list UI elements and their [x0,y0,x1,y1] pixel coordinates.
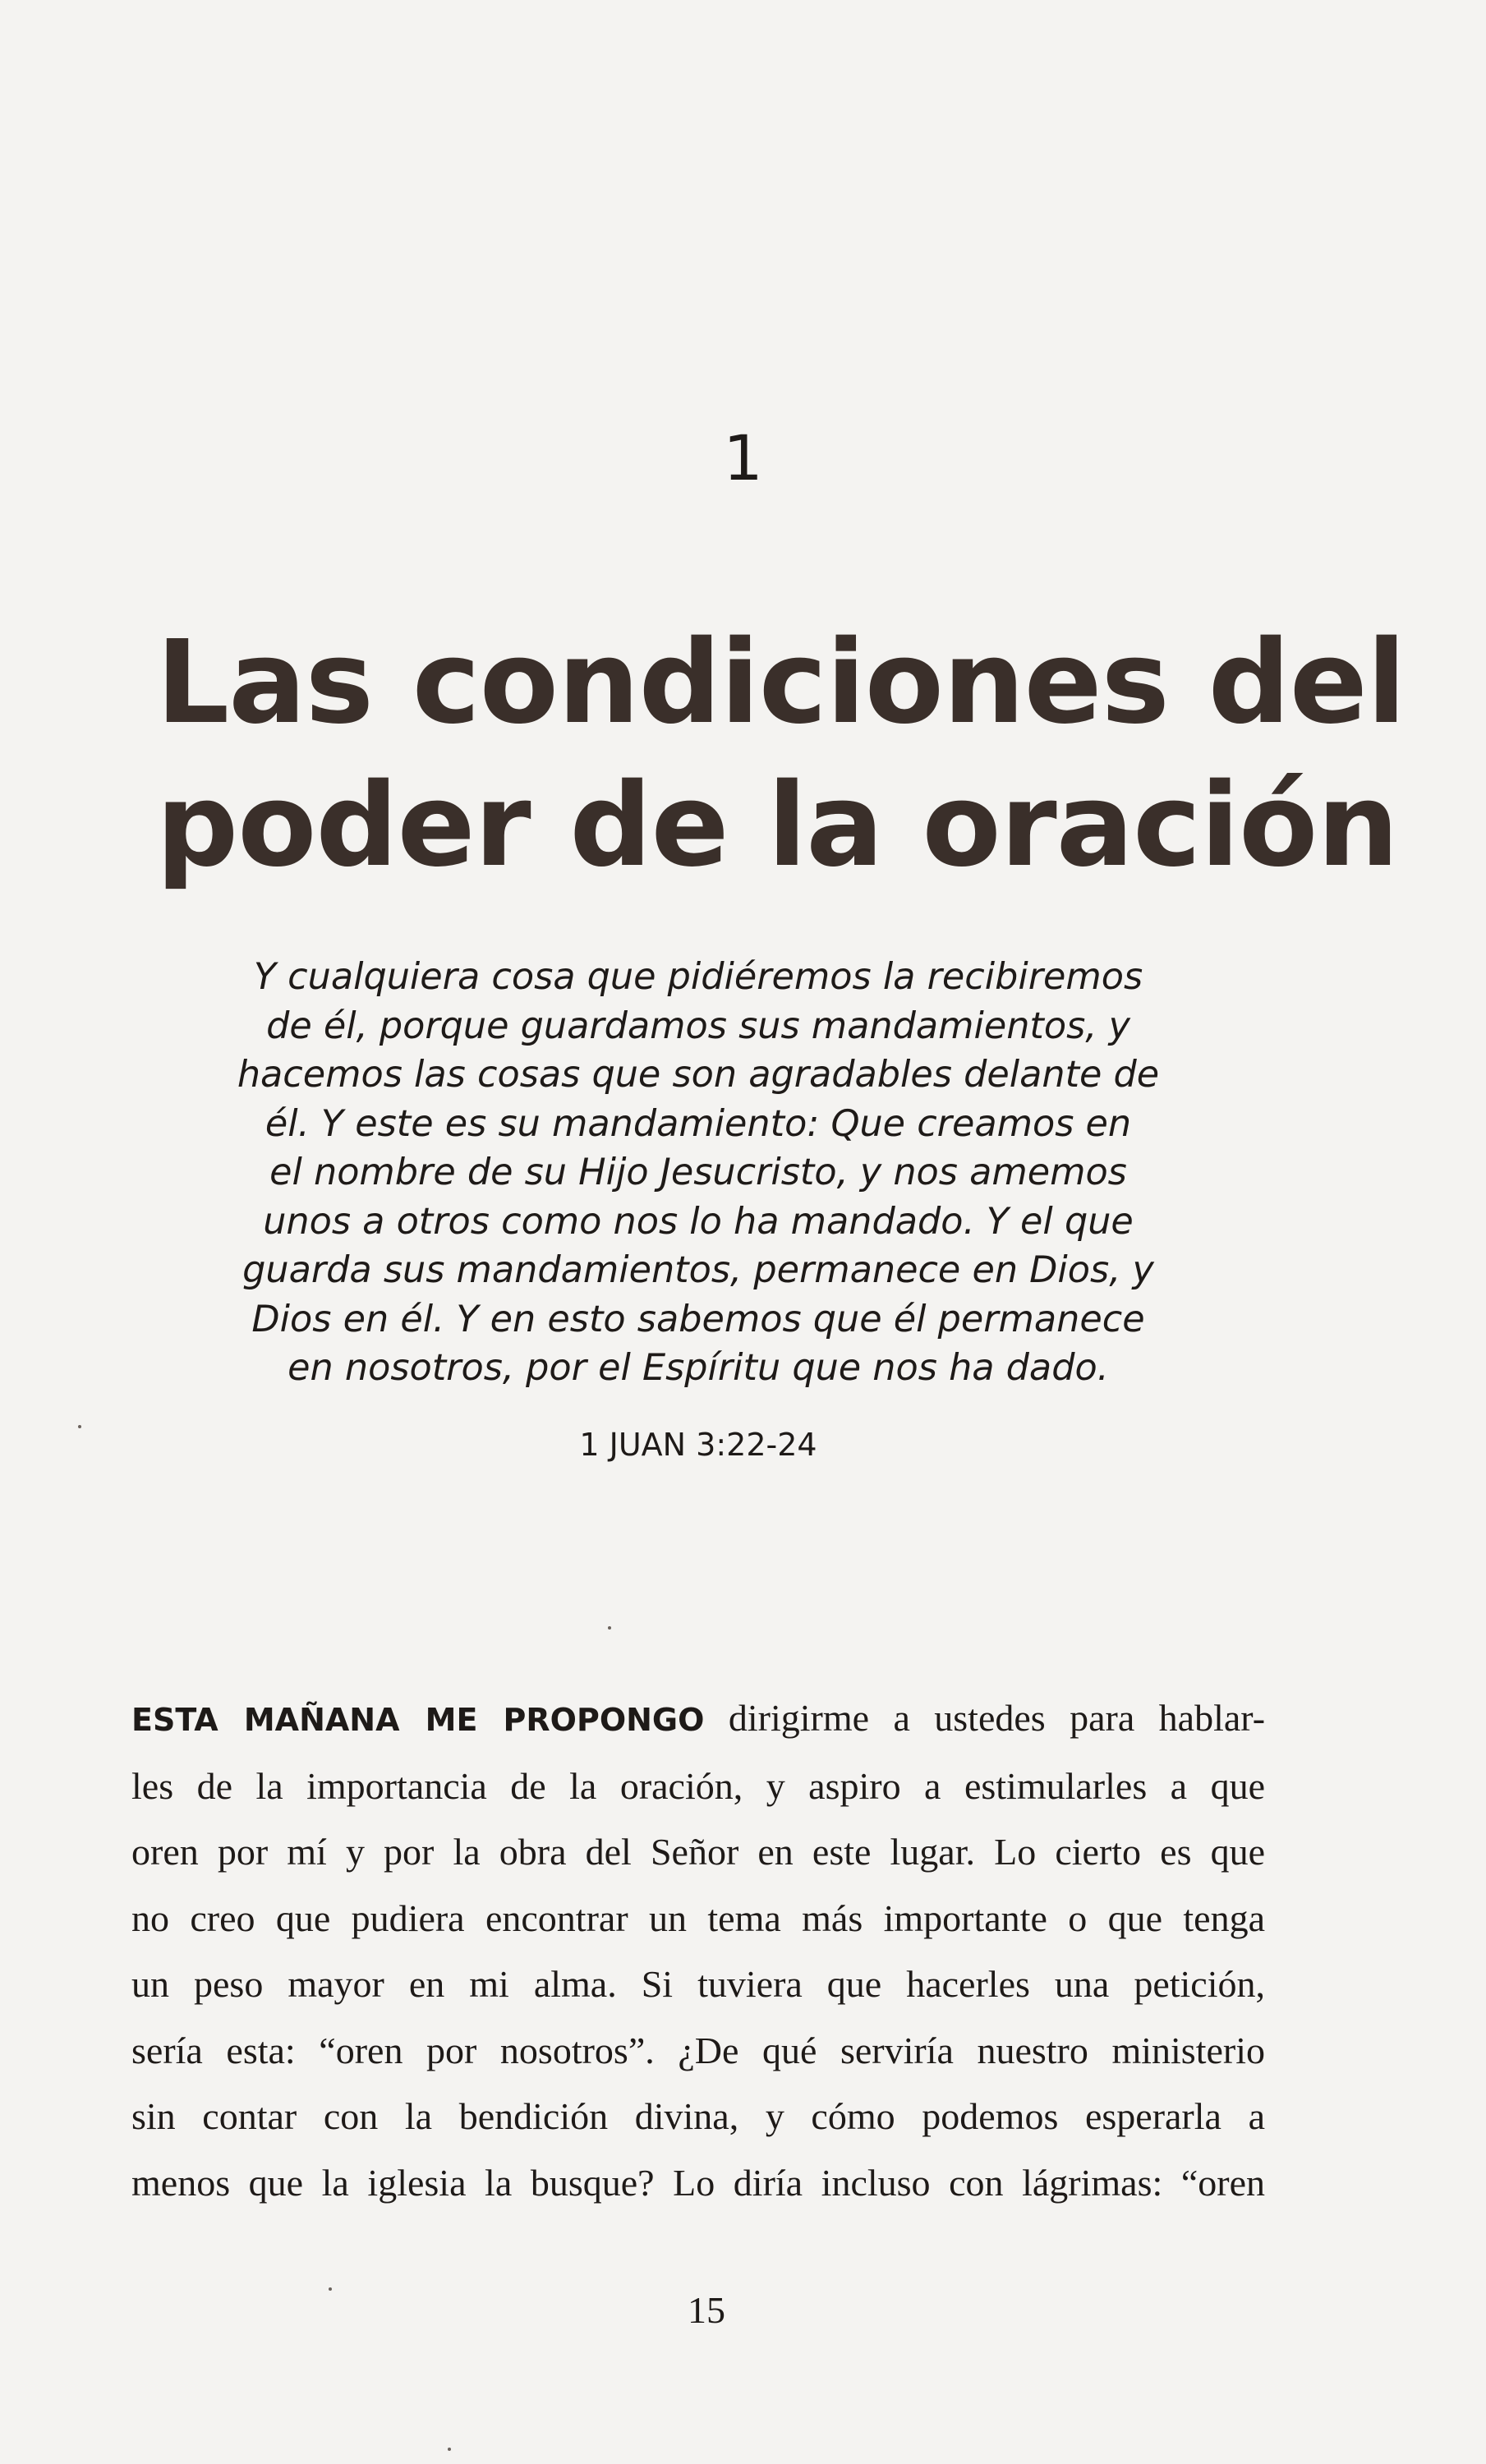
lead-in: ESTA MAÑANA ME PROPONGO [131,1702,705,1738]
body-line: un peso mayor en mi alma. Si tuviera que hacerles una petición, [131,1963,1265,2005]
epigraph-line: Y cualquiera cosa que pidiéremos la recibiremos [253,956,1143,998]
body-line: menos que la iglesia la busque? Lo diría incluso con lágrimas: “oren [131,2161,1265,2204]
scan-speck [329,2287,332,2291]
epigraph-line: hacemos las cosas que son agradables delante de [237,1054,1160,1096]
body-line: sin contar con la bendición divina, y cómo podemos esperarla a [131,2095,1265,2137]
body-paragraph [131,1685,1265,2216]
epigraph-line: el nombre de su Hijo Jesucristo, y nos amemos [269,1152,1127,1193]
epigraph-line: guarda sus mandamientos, permanece en Dios, y [242,1249,1154,1291]
page-number: 15 [688,2289,725,2331]
scan-speck [448,2448,451,2451]
body-line: les de la importancia de la oración, y aspiro a estimularles a que [131,1764,1265,1807]
chapter-title-line-1: Las condiciones del [156,616,1405,750]
epigraph-citation: 1 JUAN 3:22-24 [579,1427,817,1463]
body-line: sería esta: “oren por nosotros”. ¿De qué serviría nuestro ministerio [131,2029,1265,2071]
scan-speck [608,1626,611,1630]
epigraph-line: en nosotros, por el Espíritu que nos ha dado. [288,1347,1109,1389]
body-line-rest: dirigirme a ustedes para hablar- [728,1697,1266,1739]
chapter-number: 1 [723,421,763,494]
epigraph-line: de él, porque guardamos sus mandamientos, y [266,1004,1130,1047]
body-line [131,1685,1265,1754]
epigraph [189,953,1208,1393]
scan-speck [78,1425,81,1428]
epigraph-line: él. Y este es su mandamiento: Que creamos en [265,1102,1132,1145]
body-line: oren por mí y por la obra del Señor en este lugar. Lo cierto es que [131,1831,1265,1873]
body-line: no creo que pudiera encontrar un tema más importante o que tenga [131,1896,1265,1939]
chapter-title [156,612,1405,898]
epigraph-line: Dios en él. Y en esto sabemos que él permanece [251,1298,1145,1340]
chapter-title-line-2: poder de la oración [156,759,1398,893]
epigraph-line: unos a otros como nos lo ha mandado. Y el que [263,1200,1134,1243]
